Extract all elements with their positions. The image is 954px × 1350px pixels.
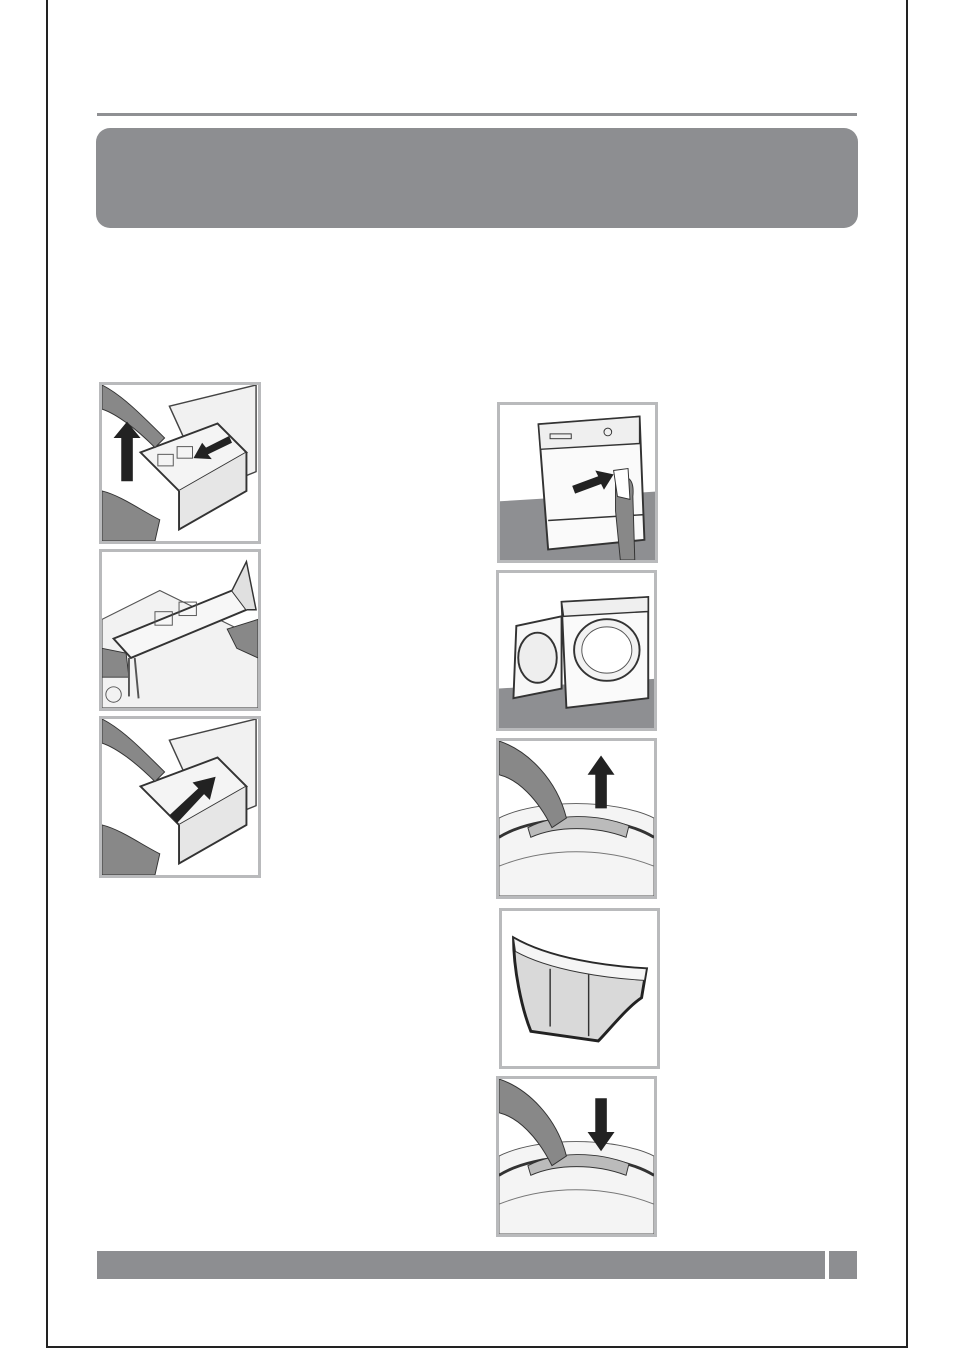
illustration-dryer-open [496, 570, 657, 731]
filter-remove-up-icon [499, 741, 654, 896]
page-number-box [829, 1251, 857, 1279]
dryer-door-open-icon [499, 573, 654, 728]
water-container-empty-icon [102, 552, 258, 708]
illustration-drawer-reinsert [99, 716, 261, 878]
illustration-drawer-removal [99, 382, 261, 544]
header-rule [97, 113, 857, 116]
illustration-dryer-press [497, 402, 658, 563]
lint-filter-icon [502, 911, 657, 1066]
dryer-door-open-press-icon [500, 405, 655, 560]
illustration-filter-insert [496, 1076, 657, 1237]
water-container-push-in-icon [102, 719, 258, 875]
footer-bar [97, 1251, 825, 1279]
illustration-filter-part [499, 908, 660, 1069]
water-container-pull-out-icon [102, 385, 258, 541]
filter-insert-down-icon [499, 1079, 654, 1234]
illustration-drawer-emptying [99, 549, 261, 711]
section-banner [96, 128, 858, 228]
illustration-filter-lift [496, 738, 657, 899]
